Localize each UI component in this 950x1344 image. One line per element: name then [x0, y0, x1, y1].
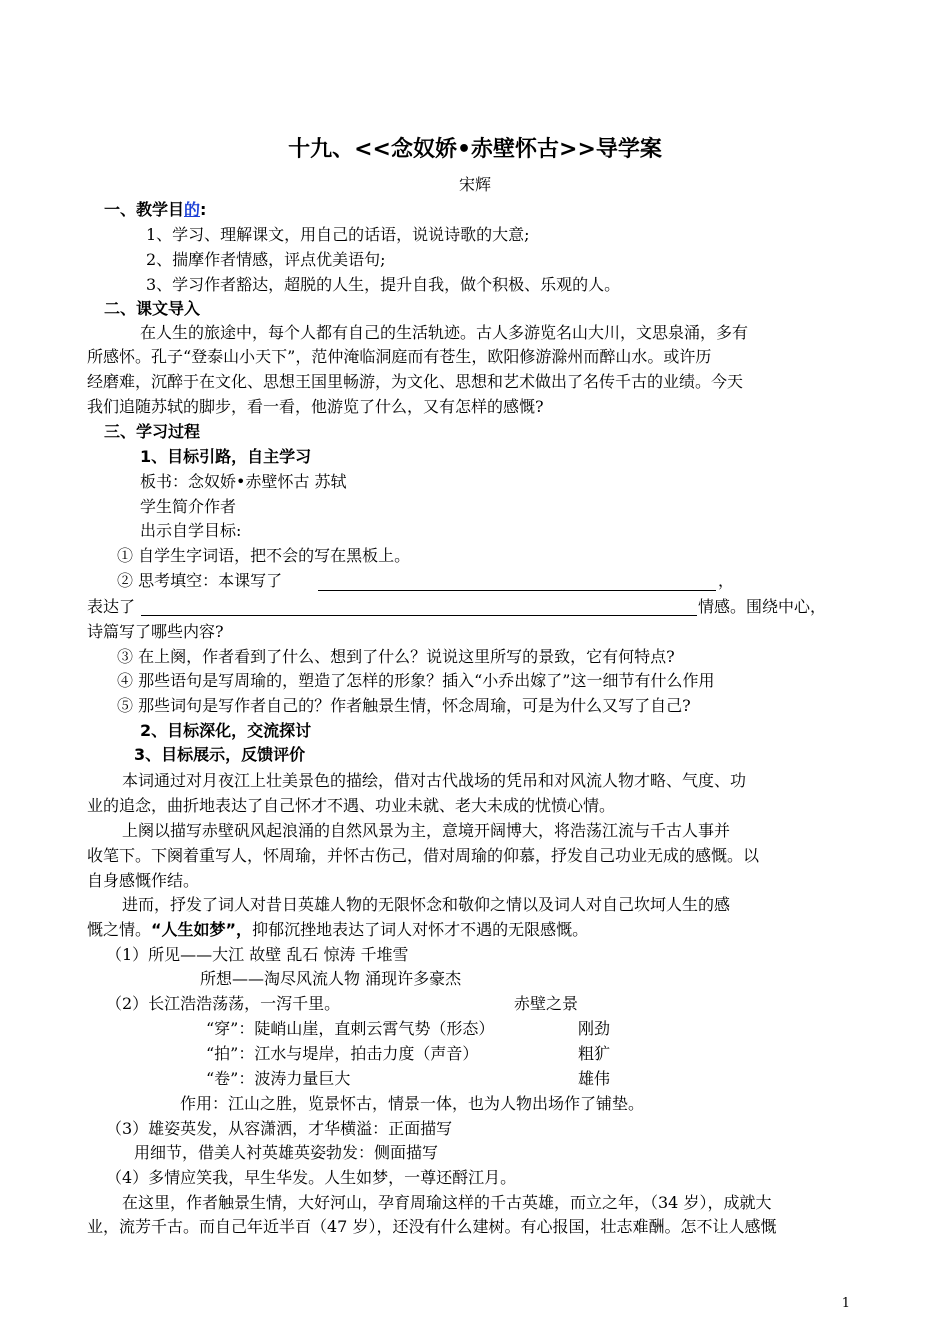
intro-line: 所感怀。孔子“登泰山小天下”，范仲淹临洞庭而有苍生，欧阳修游滁州而醉山水。或许历 [87, 347, 712, 366]
section-heading-process: 三、学习过程 [104, 422, 201, 441]
question-4: ④ 那些语句是写周瑜的，塑造了怎样的形象？插入“小乔出嫁了”这一细节有什么作用 [117, 671, 715, 690]
note-3-cont: 用细节，借美人衬英雄英姿勃发：侧面描写 [134, 1143, 439, 1162]
note-4: （4）多情应笑我，早生华发。人生如梦，一尊还酹江月。 [106, 1168, 517, 1187]
paragraph-line: 收笔下。下阕着重写人，怀周瑜，并怀古伤己，借对周瑜的仰慕，抒发自己功业无成的感慨。以 [87, 846, 760, 865]
paragraph-line: 业的追念，曲折地表达了自己怀才不遇、功业未就、老大未成的忧愤心情。 [87, 796, 616, 815]
question-2-cont: 表达了 [87, 597, 136, 616]
objective-item: 3、学习作者豁达，超脱的人生，提升自我，做个积极、乐观的人。 [146, 275, 621, 294]
objective-item: 1、学习、理解课文，用自己的话语，说说诗歌的大意; [146, 225, 530, 244]
paragraph-line: 进而，抒发了词人对昔日英雄人物的无限怀念和敬仰之情以及词人对自己坎坷人生的感 [122, 895, 731, 914]
paragraph-line [87, 919, 588, 941]
paragraph-line: 上阕以描写赤壁矾风起浪涌的自然风景为主，意境开阔博大，将浩荡江流与千古人事并 [122, 821, 731, 840]
note-2-row: “拍”：江水与堤岸，拍击力度（声音） [206, 1044, 479, 1063]
question-2: ② 思考填空：本课写了 [117, 571, 283, 590]
heading-colon: : [200, 200, 207, 219]
note-2-row-value: 刚劲 [578, 1019, 611, 1038]
note-2-row-value: 粗犷 [578, 1044, 611, 1063]
note-1: （1）所见——大江 故壁 乱石 惊涛 千堆雪 [106, 945, 409, 964]
note-2-row: “卷”：波涛力量巨大 [206, 1069, 351, 1088]
paragraph-line: 业，流芳千古。而自己年近半百（47 岁），还没有什么建树。有心报国，壮志难酬。怎不让人感慨 [87, 1217, 777, 1236]
board-writing: 板书：念奴娇•赤壁怀古 苏轼 [140, 472, 347, 491]
subheading-3: 3、目标展示，反馈评价 [134, 745, 306, 764]
text-segment: 慨之情。 [87, 920, 152, 939]
question-1: ① 自学生字词语，把不会的写在黑板上。 [117, 546, 411, 565]
note-2: （2）长江浩浩荡荡，一泻千里。 [106, 994, 341, 1013]
text-segment: 抑郁沉挫地表达了词人对怀才不遇的无限感慨。 [252, 920, 589, 939]
fill-blank-2[interactable] [141, 615, 697, 616]
page-number: 1 [841, 1296, 850, 1311]
note-2-row: “穿”：陡峭山崖，直刺云霄气势（形态） [206, 1019, 495, 1038]
intro-line: 我们追随苏轼的脚步，看一看，他游览了什么，又有怎样的感慨? [87, 397, 544, 416]
page-title: 十九、<<念奴娇•赤壁怀古>>导学案 [288, 137, 662, 162]
question-2-comma: ， [718, 571, 735, 590]
note-3: （3）雄姿英发，从容潇洒，才华横溢：正面描写 [106, 1119, 453, 1138]
section-heading-intro: 二、课文导入 [104, 299, 201, 318]
paragraph-line: 在这里，作者触景生情，大好河山，孕育周瑜这样的千古英雄，而立之年，（34 岁），成就大 [122, 1193, 772, 1212]
paragraph-line: 本词通过对月夜江上壮美景色的描绘，借对古代战场的凭吊和对风流人物才略、气度、功 [122, 771, 747, 790]
emphasis-quote: “人生如梦”， [151, 920, 253, 939]
heading-text: 一、教学目 [104, 200, 185, 219]
intro-line: 在人生的旅途中，每个人都有自己的生活轨迹。古人多游览名山大川，文思泉涌，多有 [140, 323, 749, 342]
subheading-1: 1、目标引路，自主学习 [140, 447, 312, 466]
question-2-tail: 诗篇写了哪些内容? [87, 622, 224, 641]
heading-link[interactable]: 的 [184, 200, 201, 219]
paragraph-line: 自身感慨作结。 [87, 871, 200, 890]
author: 宋辉 [458, 175, 491, 194]
question-3: ③ 在上阕，作者看到了什么、想到了什么？说说这里所写的景致，它有何特点? [117, 647, 675, 666]
note-2-right: 赤壁之景 [514, 994, 579, 1013]
question-2-end: 情感。围绕中心， [698, 597, 827, 616]
section-heading-objectives [104, 199, 206, 221]
question-5: ⑤ 那些词句是写作者自己的？作者触景生情，怀念周瑜，可是为什么又写了自己? [117, 696, 691, 715]
intro-line: 经磨难，沉醉于在文化、思想王国里畅游，为文化、思想和艺术做出了名传千古的业绩。今天 [87, 372, 744, 391]
fill-blank-1[interactable] [318, 590, 716, 591]
objective-item: 2、揣摩作者情感，评点优美语句; [146, 250, 386, 269]
note-2-row-value: 雄伟 [578, 1069, 611, 1088]
self-study-goals: 出示自学目标: [140, 521, 242, 540]
subheading-2: 2、目标深化，交流探讨 [140, 721, 312, 740]
note-1-cont: 所想——淘尽风流人物 涌现许多豪杰 [200, 969, 462, 988]
note-2-function: 作用：江山之胜，览景怀古，情景一体，也为人物出场作了铺垫。 [180, 1094, 645, 1113]
author-intro: 学生简介作者 [140, 497, 237, 516]
